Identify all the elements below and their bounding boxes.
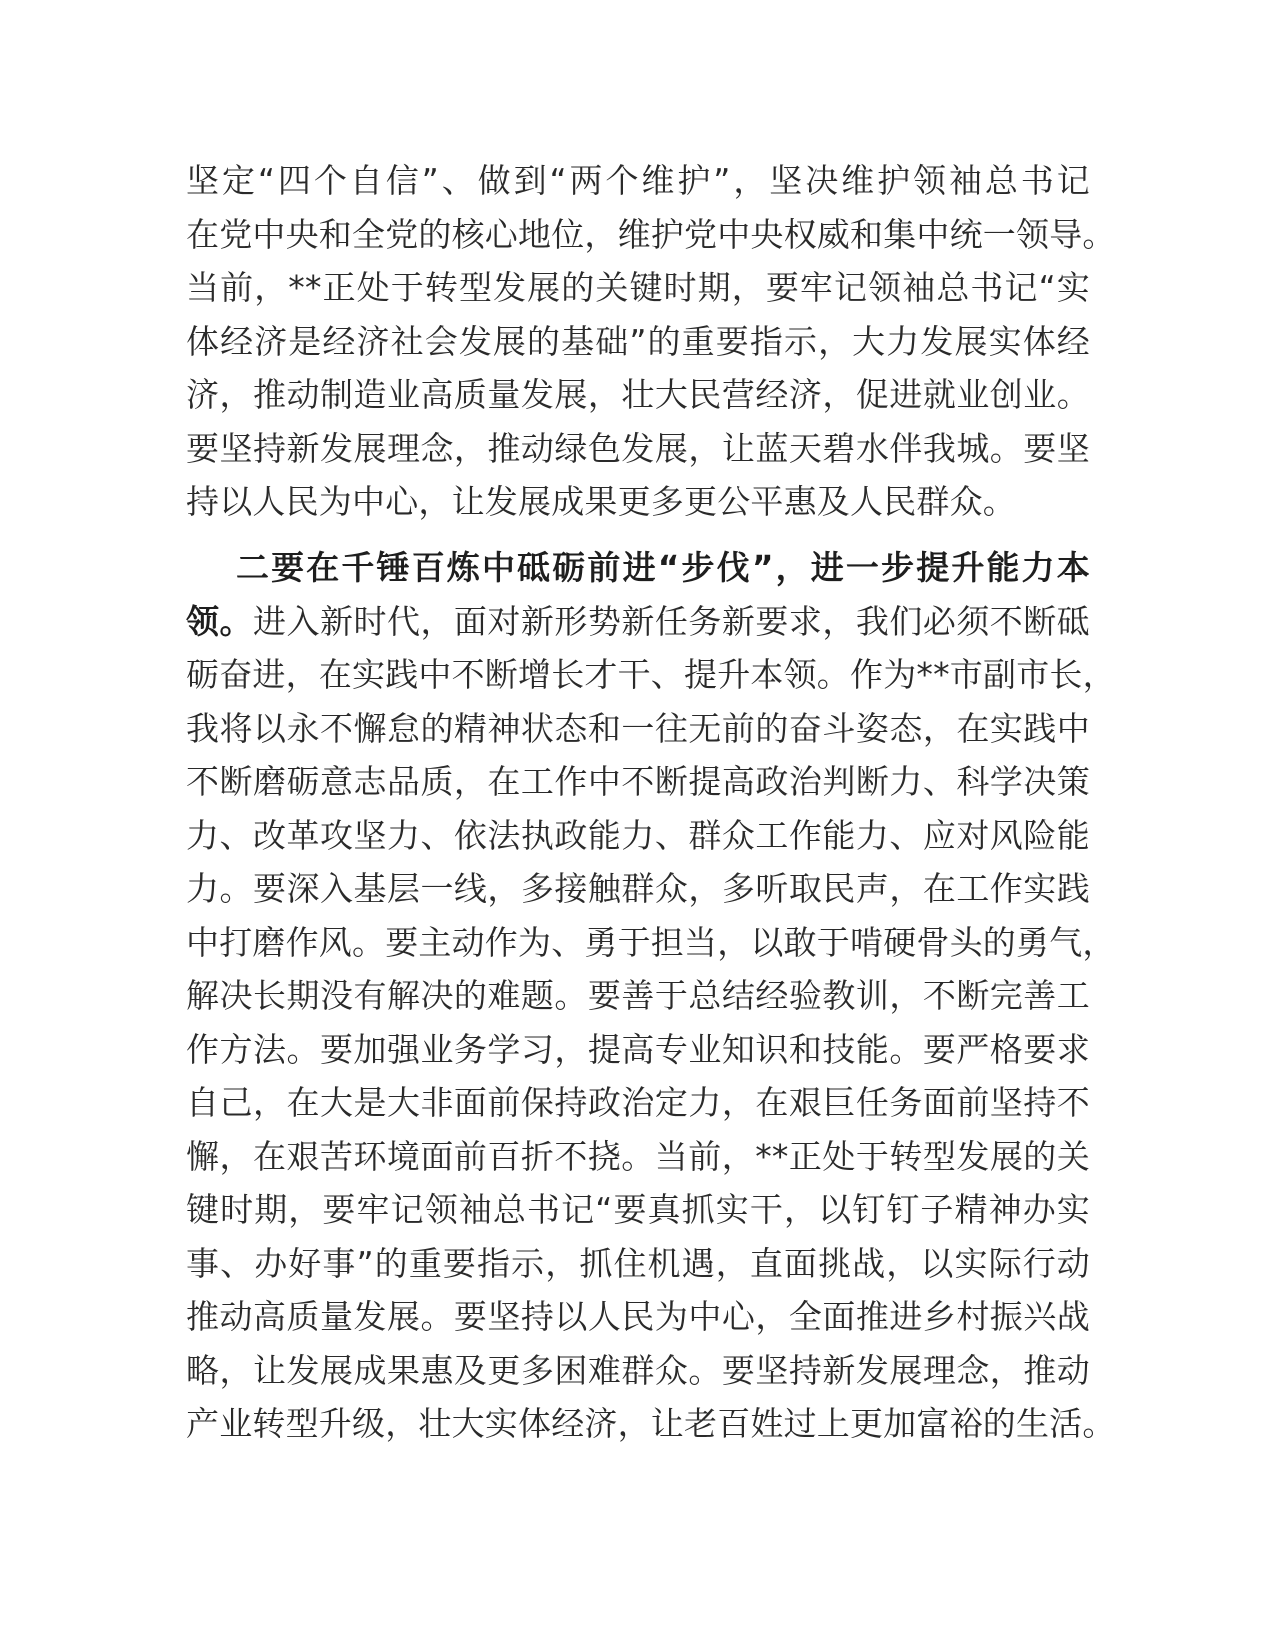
paragraph-heading: 二要在千锤百炼中砥砺前进“步伐”，进一步提升能力本	[236, 548, 1090, 587]
paragraph-line: 力、改革攻坚力、依法执政能力、群众工作能力、应对风险能	[186, 815, 1090, 855]
paragraph-line: 懈，在艰苦环境面前百折不挠。当前，**正处于转型发展的关	[186, 1136, 1090, 1176]
paragraph-line: 力。要深入基层一线，多接触群众，多听取民声，在工作实践	[186, 869, 1090, 908]
paragraph-line: 不断磨砺意志品质，在工作中不断提高政治判断力、科学决策	[186, 762, 1090, 801]
paragraph-line: 持以人民为中心，让发展成果更多更公平惠及人民群众。	[186, 482, 1016, 521]
paragraph-line: 作方法。要加强业务学习，提高专业知识和技能。要严格要求	[186, 1029, 1090, 1069]
paragraph-line: 自己，在大是大非面前保持政治定力，在艰巨任务面前坚持不	[186, 1083, 1090, 1122]
paragraph-line: 济，推动制造业高质量发展，壮大民营经济，促进就业创业。	[186, 375, 1090, 414]
paragraph-line: 在党中央和全党的核心地位，维护党中央权威和集中统一领导。	[186, 214, 1116, 254]
paragraph-1	[186, 154, 1116, 529]
paragraph-line	[186, 595, 1090, 649]
paragraph-line: 体经济是经济社会发展的基础”的重要指示，大力发展实体经	[186, 321, 1090, 361]
paragraph-line: 中打磨作风。要主动作为、勇于担当，以敢于啃硬骨头的勇气，	[186, 922, 1116, 962]
paragraph-line: 我将以永不懈怠的精神状态和一往无前的奋斗姿态，在实践中	[186, 708, 1090, 748]
paragraph-text: 进入新时代，面对新形势新任务新要求，我们必须不断砥	[252, 601, 1090, 641]
paragraph-line: 解决长期没有解决的难题。要善于总结经验教训，不断完善工	[186, 976, 1090, 1015]
paragraph-heading-end: 领。	[186, 601, 253, 641]
paragraph-line: 要坚持新发展理念，推动绿色发展，让蓝天碧水伴我城。要坚	[186, 428, 1090, 468]
paragraph-line: 砺奋进，在实践中不断增长才干、提升本领。作为**市副市长，	[186, 655, 1116, 694]
paragraph-line: 键时期，要牢记领袖总书记“要真抓实干，以钉钉子精神办实	[186, 1190, 1090, 1229]
paragraph-line: 事、办好事”的重要指示，抓住机遇，直面挑战，以实际行动	[186, 1243, 1090, 1283]
paragraph-line: 坚定“四个自信”、做到“两个维护”，坚决维护领袖总书记	[186, 161, 1090, 200]
paragraph-line: 当前，**正处于转型发展的关键时期，要牢记领袖总书记“实	[186, 268, 1090, 307]
paragraph-2	[186, 541, 1116, 1451]
paragraph-line: 推动高质量发展。要坚持以人民为中心，全面推进乡村振兴战	[186, 1297, 1090, 1336]
paragraph-line: 产业转型升级，壮大实体经济，让老百姓过上更加富裕的生活。	[186, 1404, 1116, 1443]
paragraph-line: 略，让发展成果惠及更多困难群众。要坚持新发展理念，推动	[186, 1350, 1090, 1390]
